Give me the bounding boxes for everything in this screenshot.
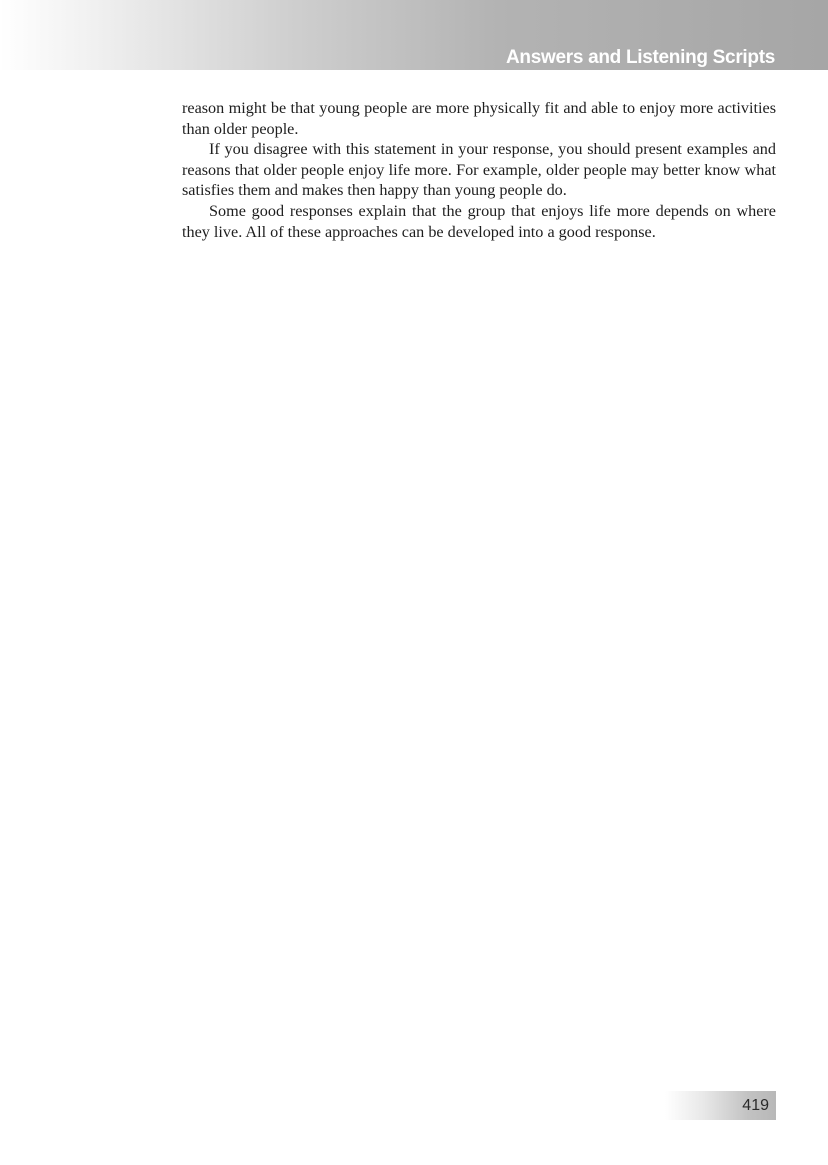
page-number-box [665, 1091, 776, 1120]
body-text [182, 98, 776, 242]
paragraph-good-responses: Some good responses explain that the group that enjoys life more depends on where they live. All of these approaches can be developed into a good response. [182, 201, 776, 241]
paragraph-continuation: reason might be that young people are more physically fit and able to enjoy more activities than older people. [182, 99, 776, 138]
page-number: 419 [742, 1097, 769, 1114]
running-header-title: Answers and Listening Scripts [506, 47, 775, 68]
paragraph-disagree: If you disagree with this statement in your response, you should present examples and reasons that older people enjoy life more. For example, older people may better know what satisfies them and makes then happy than young people do. [182, 140, 776, 200]
header-band [0, 0, 828, 70]
